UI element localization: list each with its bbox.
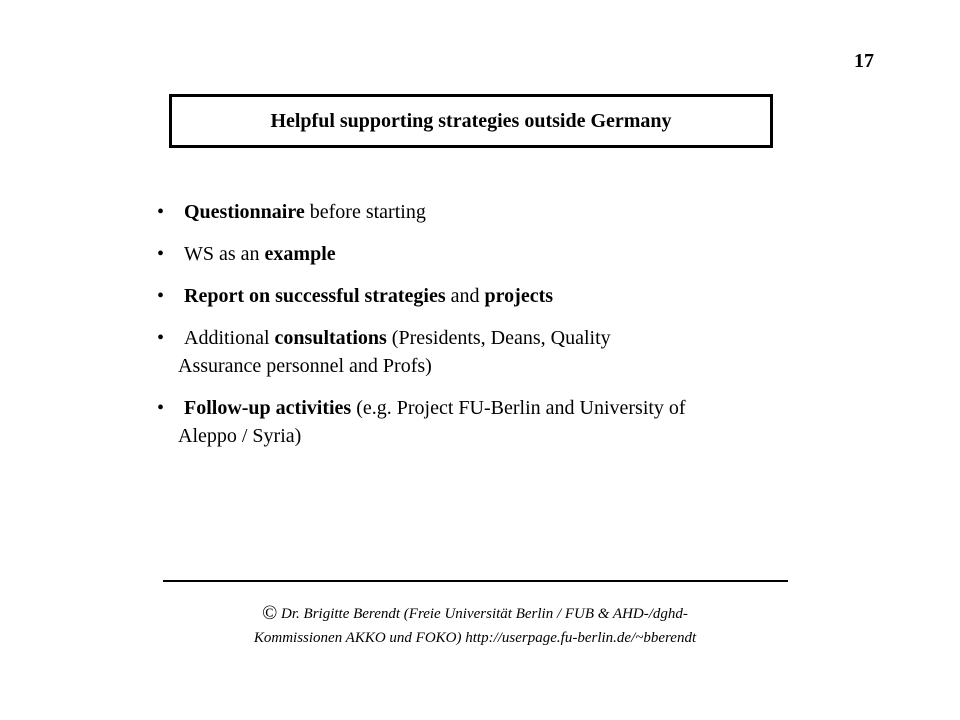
bullet-continuation: Aleppo / Syria) [178,425,302,447]
bullet-item [157,394,817,450]
bullet-text-segment: WS as an [184,243,265,265]
bullet-icon: • [157,243,165,265]
bullet-icon: • [157,285,165,307]
bullet-text-segment: consultations [274,327,387,349]
bullet-text-segment: example [264,243,336,265]
footer-line-1: Dr. Brigitte Berendt (Freie Universität Berlin / FUB & AHD-/dghd- [277,606,688,622]
bullet-icon: • [157,397,165,419]
slide-title: Helpful supporting strategies outside Germany [270,109,672,132]
bullet-text [178,324,611,380]
page-number: 17 [854,50,874,72]
bullet-item [157,282,817,310]
footer-divider [163,580,788,582]
bullet-text-segment: and [445,285,485,307]
bullet-item [157,240,817,268]
bullet-text [178,394,686,450]
bullet-continuation: Assurance personnel and Profs) [178,355,432,377]
bullet-text [184,240,336,268]
bullet-item [157,324,817,380]
bullet-text-segment: Report on successful strategies [184,285,446,307]
bullet-text-segment: (e.g. Project FU-Berlin and University of [351,397,686,419]
bullet-text [184,282,553,310]
bullet-text-segment: projects [484,285,554,307]
footer-credit [170,601,780,650]
title-box [169,94,773,148]
bullet-item [157,198,817,226]
bullet-text-segment: Additional [184,327,275,349]
bullet-text-segment: (Presidents, Deans, Quality [386,327,611,349]
bullet-icon: • [157,327,165,349]
bullet-list [157,198,817,464]
copyright-icon: © [262,602,278,624]
bullet-text-segment: Questionnaire [184,201,305,223]
bullet-text-segment: Follow-up activities [184,397,352,419]
bullet-icon: • [157,201,165,223]
bullet-text-segment: before starting [304,201,426,223]
footer-line-2: Kommissionen AKKO und FOKO) http://userpage.fu-berlin.de/~bberendt [253,630,697,646]
bullet-text [184,198,426,226]
